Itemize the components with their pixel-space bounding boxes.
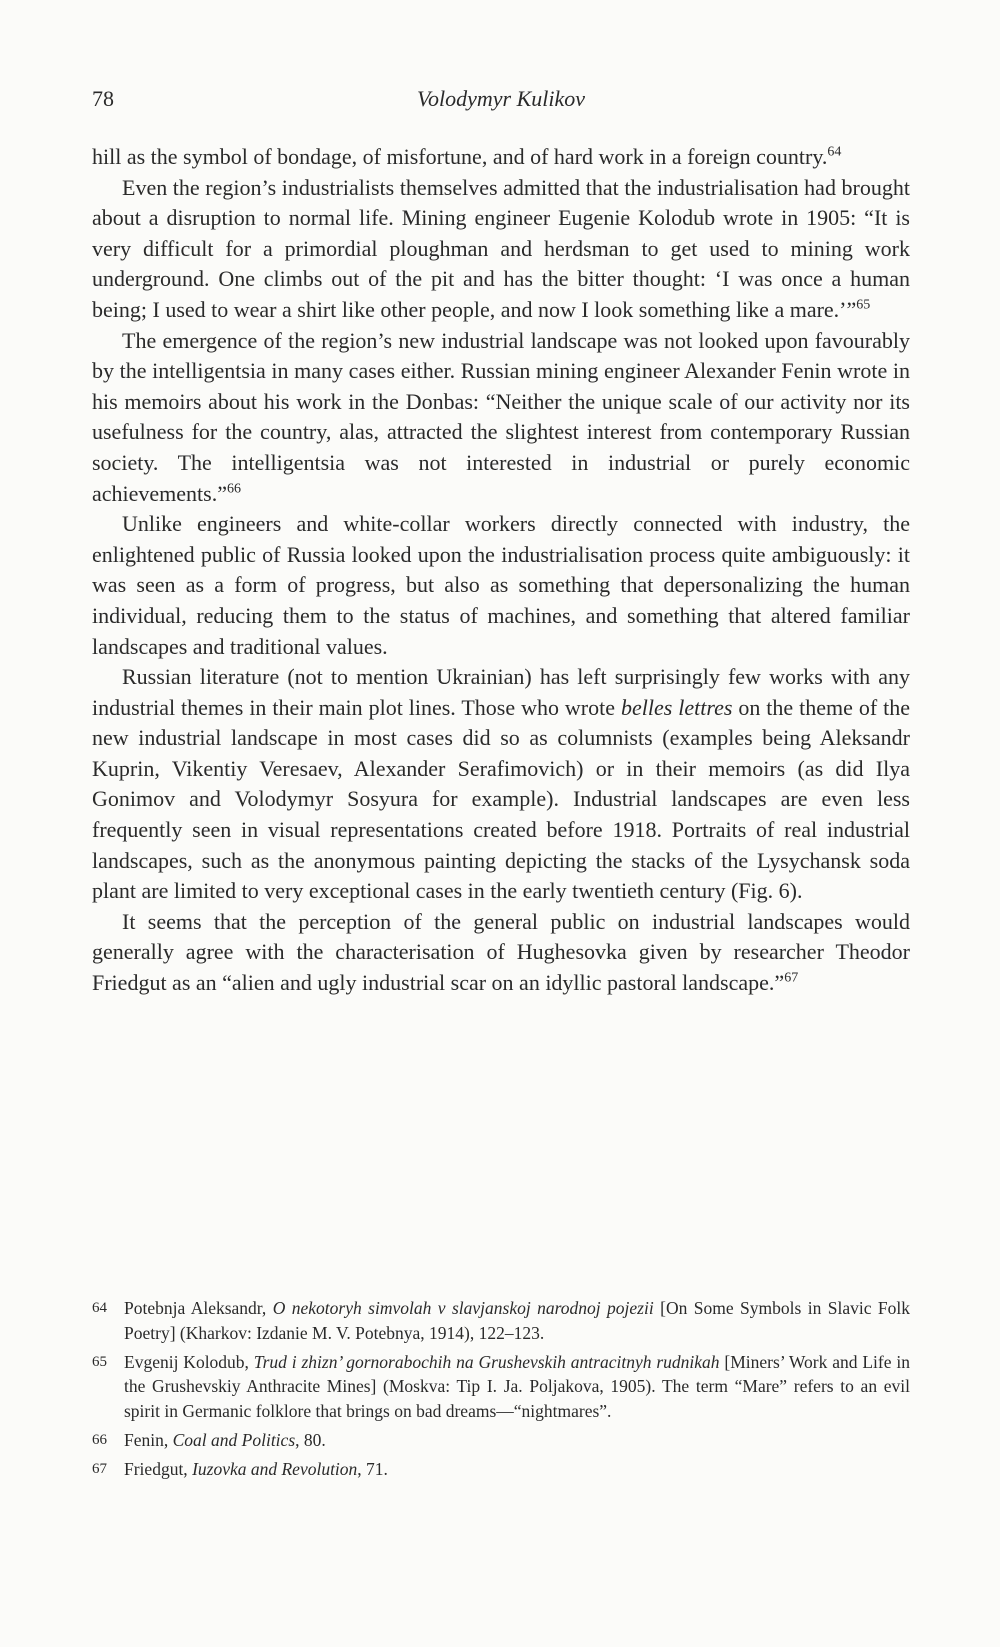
footnote-text: Potebnja Aleksandr, <box>124 1298 273 1318</box>
footnote-66 <box>92 1428 910 1453</box>
footnote-ref-65[interactable]: 65 <box>856 297 871 313</box>
footnote-ref-67[interactable]: 67 <box>784 970 799 986</box>
footnote-65 <box>92 1350 910 1424</box>
paragraph-2-text: Even the region’s industrialists themselves admitted that the industrialisation had brought about a disruption to normal life. Mining engineer Eugenie Kolodub wrote in 1905: “It is very difficult for a primordial ploughman and herdsman to get used to mining work underground. One climbs out of the pit and has the bitter thought: ‘I was once a human being; I used to wear a shirt like other people, and now I look something like a mare.’” <box>92 174 910 322</box>
footnotes <box>92 1296 910 1486</box>
footnote-number: 65 <box>92 1353 107 1370</box>
page-number: 78 <box>92 86 114 111</box>
paragraph-4 <box>92 509 910 662</box>
paragraph-2 <box>92 173 910 326</box>
footnote-text: , 71. <box>357 1458 388 1479</box>
paragraph-6-text: It seems that the perception of the general public on industrial landscapes would generally agree with the characterisation of Hughesovka given by researcher Theodor Friedgut as an “alien and ugly industrial scar on an idyllic pastoral landscape.” <box>92 908 910 996</box>
footnote-title: O nekotoryh simvolah v slavjanskoj narodnoj pojezii <box>272 1298 654 1318</box>
paragraph-6 <box>92 907 910 999</box>
footnote-text: Evgenij Kolodub, <box>124 1351 254 1372</box>
footnote-64 <box>92 1296 910 1346</box>
footnote-title: Trud i zhizn’ gornorabochih na Grushevskih antracitnyh rudnikah <box>253 1351 720 1372</box>
footnote-text: [Miners’ Work and Life in the Grushevskiy Anthracite Mines] (Moskva: Tip I. Ja. Poljakova, 1905). The term “Mare” refers to an evil spirit in Germanic folklore that brings on bad dreams—“nightmares”. <box>124 1351 910 1422</box>
paragraph-3 <box>92 326 910 510</box>
paragraph-3-text: The emergence of the region’s new industrial landscape was not looked upon favourably by the intelligentsia in many cases either. Russian mining engineer Alexander Fenin wrote in his memoirs about his work in the Donbas: “Neither the unique scale of our activity nor its usefulness for the country, alas, attracted the slightest interest from contemporary Russian society. The intelligentsia was not interested in industrial or purely economic achievements.” <box>92 327 910 506</box>
footnote-text: [On Some Symbols in Slavic Folk Poetry] (Kharkov: Izdanie M. V. Potebnya, 1914), 122–123. <box>124 1298 911 1343</box>
footnote-number: 66 <box>92 1431 107 1448</box>
paragraph-1-text: hill as the symbol of bondage, of misfortune, and of hard work in a foreign country. <box>92 144 828 169</box>
footnote-title: Coal and Politics <box>172 1429 296 1450</box>
footnote-number: 67 <box>92 1460 107 1477</box>
body-text <box>92 142 910 999</box>
paragraph-5-text-a: Russian literature (not to mention Ukrainian) has left surprisingly few works with any industrial themes in their main plot lines. Those who wrote <box>92 664 910 720</box>
footnote-text: Fenin, <box>124 1429 173 1450</box>
footnote-ref-64[interactable]: 64 <box>827 144 842 160</box>
paragraph-5 <box>92 662 910 907</box>
footnote-text: , 80. <box>295 1429 326 1450</box>
running-head-author: Volodymyr Kulikov <box>416 86 586 111</box>
paragraph-1 <box>92 142 910 173</box>
footnote-text: Friedgut, <box>124 1458 193 1479</box>
footnote-ref-66[interactable]: 66 <box>227 481 241 497</box>
paragraph-5-italic: belles lettres <box>620 694 733 720</box>
paragraph-5-text-b: on the theme of the new industrial landscape in most cases did so as columnists (examples being Aleksandr Kuprin, Vikentiy Veresaev, Alexander Serafimovich) or in their memoirs (as did Ilya Gonimov and Volodymyr Sosyura for example). Industrial landscapes are even less frequently seen in visual representations created before 1918. Portraits of real industrial landscapes, such as the anonymous painting depicting the stacks of the Lysychansk soda plant are limited to very exceptional cases in the early twentieth century (Fig. 6). <box>92 694 910 904</box>
footnote-67 <box>92 1457 910 1482</box>
footnote-number: 64 <box>92 1300 107 1316</box>
footnote-title: Iuzovka and Revolution <box>192 1458 358 1479</box>
paragraph-4-text: Unlike engineers and white-collar workers directly connected with industry, the enlightened public of Russia looked upon the industrialisation process quite ambiguously: it was seen as a form of progress, but also as something that depersonalizing the human individual, reducing them to the status of machines, and something that altered familiar landscapes and traditional values. <box>92 511 910 659</box>
